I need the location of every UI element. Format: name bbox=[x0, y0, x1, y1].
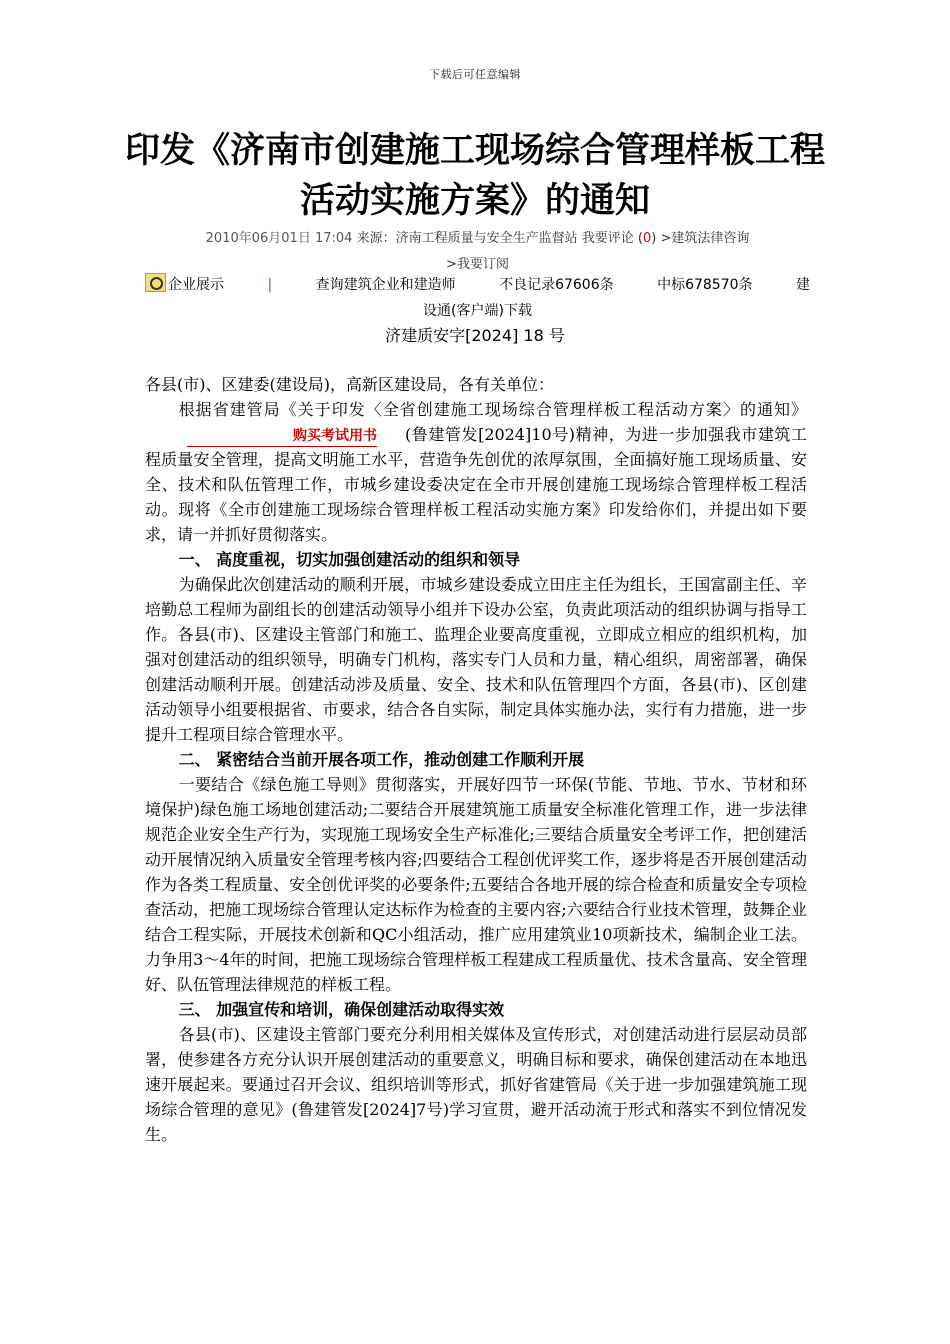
section-heading-1: 一、 高度重视，切实加强创建活动的组织和领导 bbox=[178, 550, 521, 569]
section-paragraph-1: 为确保此次创建活动的顺利开展，市城乡建设委成立田庄主任为组长，王国富副主任、辛培勤总工程师为副组长的创建活动领导小组并下设办公室，负责此项活动的组织协调与指导工作。各县(市)、区建设主管部门和施工、监理企业要高度重视，立即成立相应的组织机构，加强对创建活动的组织领导，明确专门机构，落实专门人员和力量，精心组织，周密部署，确保创建活动顺利开展。创建活动涉及质量、安全、技术和队伍管理四个方面，各县(市)、区创建活动领导小组要根据省、市要求，结合各自实际，制定具体实施办法，实行有力措施，进一步提升工程项目综合管理水平。 bbox=[145, 575, 807, 744]
download-link-start[interactable]: 建 bbox=[795, 277, 810, 293]
source-label: 来源：济南工程质量与安全生产监督站 bbox=[356, 231, 578, 246]
page-header: 下载后可任意编辑 bbox=[429, 68, 521, 81]
section-heading-3: 三、 加强宣传和培训，确保创建活动取得实效 bbox=[178, 1000, 505, 1019]
buy-book-link[interactable]: 购买考试用书 bbox=[187, 427, 377, 447]
bad-records-link[interactable]: 不良记录67606条 bbox=[499, 277, 614, 293]
comment-link[interactable] bbox=[582, 231, 657, 246]
intro-paragraph bbox=[145, 397, 807, 547]
section-paragraph-3: 各县(市)、区建设主管部门要充分利用相关媒体及宣传形式，对创建活动进行层层动员部署，使参建各方充分认识开展创建活动的重要意义，明确目标和要求，确保创建活动在本地迅速开展起来。要通过召开会议、组织培训等形式，抓好省建管局《关于进一步加强建筑施工现场综合管理的意见》(鲁建管发[2024]7号)学习宣贯，避开活动流于形式和落实不到位情况发生。 bbox=[145, 1025, 807, 1144]
section-paragraph-2: 一要结合《绿色施工导则》贯彻落实，开展好四节一环保(节能、节地、节水、节材和环境保护)绿色施工场地创建活动;二要结合开展建筑施工质量安全标准化管理工作，进一步法律规范企业安全生产行为，实现施工现场安全生产标准化;三要结合质量安全考评工作，把创建活动开展情况纳入质量安全管理考核内容;四要结合工程创优评奖工作，逐步将是否开展创建活动作为各类工程质量、安全创优评奖的必要条件;五要结合各地开展的综合检查和质量安全专项检查活动，把施工现场综合管理认定达标作为检查的主要内容;六要结合行业技术管理，鼓舞企业结合工程实际，开展技术创新和QC小组活动，推广应用建筑业10项新技术，编制企业工法。力争用3～4年的时间，把施工现场综合管理样板工程建成工程质量优、技术含量高、安全管理好、队伍管理法律规范的样板工程。 bbox=[145, 775, 807, 994]
enterprise-show-label: 企业展示 bbox=[168, 277, 224, 293]
intro-text-b: (鲁建管发[2024]10号)精神，为进一步加强我市建筑工程质量安全管理，提高文明施工水平，营造争先创优的浓厚氛围，全面搞好施工现场质量、安全、技术和队伍管理工作，市城乡建设委决定在全市开展创建施工现场综合管理样板工程活动。现将《全市创建施工现场综合管理样板工程活动实施方案》印发给你们，并提出如下要求，请一并抓好贯彻落实。 bbox=[145, 425, 807, 544]
intro-text-a: 根据省建管局《关于印发〈全省创建施工现场综合管理样板工程活动方案〉的通知》 bbox=[178, 400, 807, 419]
page-title: 印发《济南市创建施工现场综合管理样板工程活动实施方案》的通知 bbox=[124, 130, 825, 221]
article-body bbox=[145, 372, 807, 1147]
salutation: 各县(市)、区建委(建设局)，高新区建设局，各有关单位： bbox=[145, 375, 554, 394]
query-enterprise-link[interactable]: 查询建筑企业和建造师 bbox=[315, 277, 456, 293]
link-bar bbox=[145, 272, 810, 324]
enterprise-icon bbox=[145, 273, 166, 292]
document-number: 济建质安字[2024] 18 号 bbox=[385, 326, 565, 345]
enterprise-show-link[interactable] bbox=[145, 272, 224, 298]
section-heading-2: 二、 紧密结合当前开展各项工作，推动创建工作顺利开展 bbox=[178, 750, 585, 769]
subscribe-link[interactable]: >我要订阅 bbox=[446, 257, 509, 272]
legal-consult-link[interactable]: >建筑法律咨询 bbox=[660, 231, 750, 246]
comment-count: 0 bbox=[642, 231, 652, 246]
article-meta bbox=[145, 226, 810, 278]
comment-suffix: ) bbox=[651, 231, 657, 246]
publish-date: 2010年06月01日 17:04 bbox=[205, 231, 353, 246]
download-link[interactable]: 设通(客户端)下载 bbox=[423, 303, 532, 319]
bid-records-link[interactable]: 中标678570条 bbox=[657, 277, 753, 293]
comment-prefix: 我要评论 ( bbox=[581, 231, 643, 246]
link-separator: | bbox=[267, 277, 273, 293]
